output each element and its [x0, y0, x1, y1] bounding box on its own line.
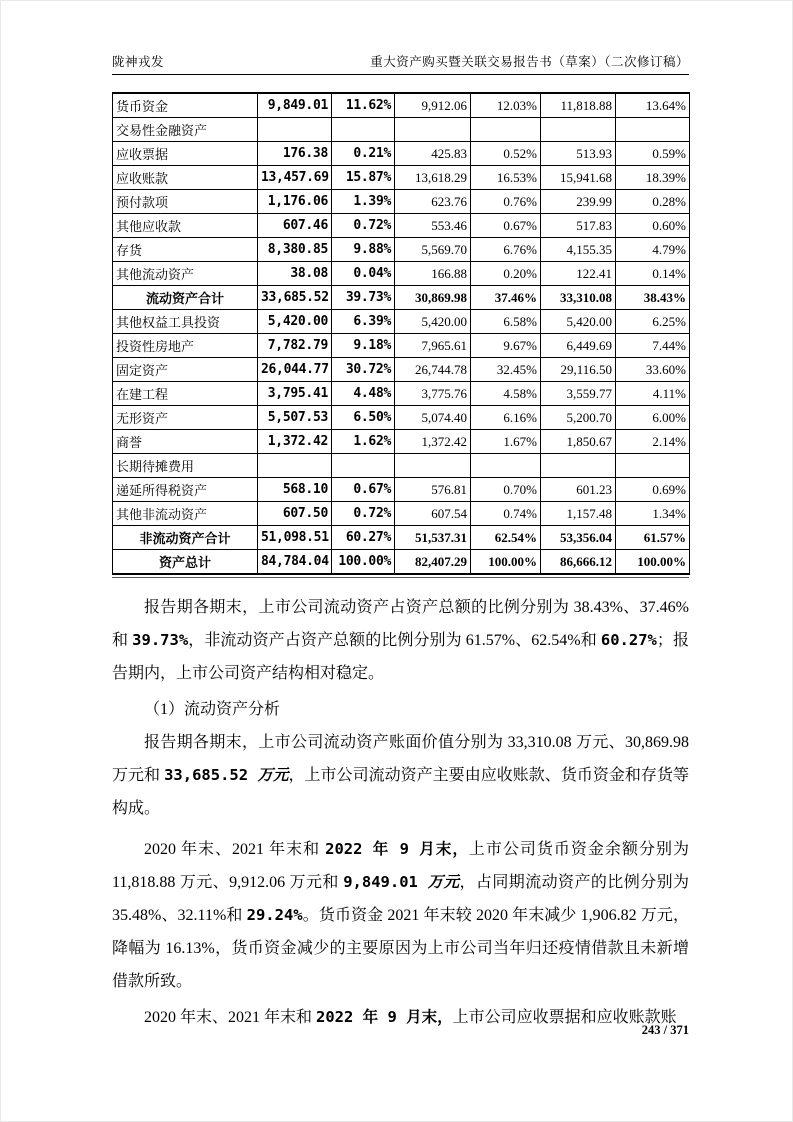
emphasis-text: 2022 年 9 月末，	[325, 840, 469, 858]
row-label: 长期待摊费用	[113, 454, 258, 478]
table-cell: 33.60%	[616, 358, 690, 382]
emphasis-text: 9,849.01	[343, 873, 428, 891]
table-cell: 517.83	[541, 214, 616, 238]
table-row	[113, 166, 690, 190]
table-row	[113, 478, 690, 502]
table-cell: 15.87%	[332, 166, 395, 190]
table-cell: 9,849.01	[258, 93, 332, 118]
table-cell: 553.46	[395, 214, 471, 238]
body-text: ，上市公司流动资产主要由应收账款、货币资金和存货等构成。	[112, 767, 689, 817]
table-row	[113, 526, 690, 550]
table-row	[113, 334, 690, 358]
row-label: 非流动资产合计	[113, 526, 258, 550]
body-text: 上市公司货币资金余额分别为 11,818.88 万元、9,912.06 万元和	[112, 841, 689, 891]
table-row	[113, 93, 690, 118]
table-cell	[395, 454, 471, 478]
table-cell: 38.08	[258, 262, 332, 286]
asset-structure-table	[112, 92, 690, 575]
table-row	[113, 310, 690, 334]
table-cell	[616, 454, 690, 478]
table-cell: 1.39%	[332, 190, 395, 214]
table-cell: 100.00%	[616, 550, 690, 575]
row-label: 交易性金融资产	[113, 118, 258, 142]
table-cell: 1.62%	[332, 430, 395, 454]
table-cell: 0.74%	[471, 502, 541, 526]
table-cell: 568.10	[258, 478, 332, 502]
table-cell	[471, 454, 541, 478]
table-cell: 607.50	[258, 502, 332, 526]
table-cell: 3,775.76	[395, 382, 471, 406]
table-cell: 6.58%	[471, 310, 541, 334]
table-row	[113, 190, 690, 214]
table-cell: 1,372.42	[395, 430, 471, 454]
table-cell: 100.00%	[332, 550, 395, 575]
table-cell: 1,157.48	[541, 502, 616, 526]
table-cell: 0.14%	[616, 262, 690, 286]
table-row	[113, 214, 690, 238]
table-cell: 12.03%	[471, 93, 541, 118]
table-cell: 9,912.06	[395, 93, 471, 118]
table-cell: 0.21%	[332, 142, 395, 166]
table-cell: 176.38	[258, 142, 332, 166]
row-label: 应收票据	[113, 142, 258, 166]
row-label: 资产总计	[113, 550, 258, 575]
row-label: 应收账款	[113, 166, 258, 190]
table-cell: 51,098.51	[258, 526, 332, 550]
paragraph-monetary-funds	[112, 833, 689, 998]
table-cell: 122.41	[541, 262, 616, 286]
row-label: 在建工程	[113, 382, 258, 406]
row-label: 其他非流动资产	[113, 502, 258, 526]
row-label: 其他应收款	[113, 214, 258, 238]
paragraph-current-assets-value	[112, 726, 689, 825]
table-cell: 11,818.88	[541, 93, 616, 118]
table-cell: 239.99	[541, 190, 616, 214]
table-cell: 5,420.00	[258, 310, 332, 334]
table-cell: 3,795.41	[258, 382, 332, 406]
row-label: 递延所得税资产	[113, 478, 258, 502]
section-heading-current-assets: （1）流动资产分析	[144, 701, 281, 718]
page-number: 243 / 371	[641, 1023, 689, 1037]
table-cell: 0.72%	[332, 214, 395, 238]
table-cell: 6.16%	[471, 406, 541, 430]
emphasis-text: 60.27%	[600, 631, 657, 649]
table-cell: 86,666.12	[541, 550, 616, 575]
table-cell: 11.62%	[332, 93, 395, 118]
table-cell: 7.44%	[616, 334, 690, 358]
table-cell: 1.34%	[616, 502, 690, 526]
table-cell	[395, 118, 471, 142]
table-cell: 0.52%	[471, 142, 541, 166]
body-text: ，非流动资产占资产总额的比例分别为 61.57%、62.54%和	[188, 632, 601, 649]
table-row	[113, 262, 690, 286]
table-row	[113, 286, 690, 310]
body-text: ；报告期内，上市公司资产结构相对稳定。	[112, 632, 689, 682]
body-text: 报告期各期末，上市公司流动资产占资产总额的比例分别为 38.43%、37.46%和	[112, 599, 689, 649]
table-cell: 13.64%	[616, 93, 690, 118]
row-label: 商誉	[113, 430, 258, 454]
table-cell: 5,569.70	[395, 238, 471, 262]
table-cell: 6.25%	[616, 310, 690, 334]
table-cell: 29,116.50	[541, 358, 616, 382]
table-cell: 9.67%	[471, 334, 541, 358]
row-label: 投资性房地产	[113, 334, 258, 358]
table-cell: 33,310.08	[541, 286, 616, 310]
header-company-name: 陇神戎发	[112, 55, 165, 69]
emphasis-text: 万元	[257, 766, 289, 784]
table-cell: 6.50%	[332, 406, 395, 430]
table-cell: 7,965.61	[395, 334, 471, 358]
table-cell: 4.58%	[471, 382, 541, 406]
table-cell: 60.27%	[332, 526, 395, 550]
row-label: 其他流动资产	[113, 262, 258, 286]
table-cell: 623.76	[395, 190, 471, 214]
table-cell: 53,356.04	[541, 526, 616, 550]
row-label: 流动资产合计	[113, 286, 258, 310]
table-cell: 0.04%	[332, 262, 395, 286]
table-cell: 0.69%	[616, 478, 690, 502]
table-cell: 0.60%	[616, 214, 690, 238]
table-cell: 5,420.00	[541, 310, 616, 334]
emphasis-text: 39.73%	[132, 631, 189, 649]
table-cell: 6.76%	[471, 238, 541, 262]
table-row	[113, 502, 690, 526]
table-cell: 1,176.06	[258, 190, 332, 214]
table-cell: 38.43%	[616, 286, 690, 310]
paragraph-asset-ratio	[112, 591, 689, 690]
table-cell	[332, 118, 395, 142]
table-cell: 607.46	[258, 214, 332, 238]
table-cell: 601.23	[541, 478, 616, 502]
table-cell: 5,074.40	[395, 406, 471, 430]
emphasis-text: 33,685.52	[164, 766, 258, 784]
table-cell: 39.73%	[332, 286, 395, 310]
row-label: 无形资产	[113, 406, 258, 430]
table-cell: 13,618.29	[395, 166, 471, 190]
row-label: 预付款项	[113, 190, 258, 214]
table-cell: 51,537.31	[395, 526, 471, 550]
table-cell: 2.14%	[616, 430, 690, 454]
table-cell: 16.53%	[471, 166, 541, 190]
table-cell: 1,850.67	[541, 430, 616, 454]
table-cell: 513.93	[541, 142, 616, 166]
table-cell: 4.79%	[616, 238, 690, 262]
table-cell	[541, 454, 616, 478]
table-cell: 576.81	[395, 478, 471, 502]
table-cell: 0.28%	[616, 190, 690, 214]
table-cell: 5,507.53	[258, 406, 332, 430]
table-cell: 0.59%	[616, 142, 690, 166]
table-cell: 0.67%	[332, 478, 395, 502]
table-cell: 4.48%	[332, 382, 395, 406]
table-cell: 32.45%	[471, 358, 541, 382]
table-cell: 425.83	[395, 142, 471, 166]
table-cell: 3,559.77	[541, 382, 616, 406]
table-cell: 37.46%	[471, 286, 541, 310]
asset-structure-table-wrap	[112, 92, 689, 578]
body-text: 报告期各期末，上市公司流动资产账面价值分别为 33,310.08 万元、30,869.98 万元和	[112, 734, 689, 784]
table-row	[113, 406, 690, 430]
table-cell	[471, 118, 541, 142]
table-cell: 6.00%	[616, 406, 690, 430]
body-text: 2020 年末、2021 年末和	[144, 1009, 317, 1026]
table-cell: 30.72%	[332, 358, 395, 382]
table-cell: 4,155.35	[541, 238, 616, 262]
table-cell: 6,449.69	[541, 334, 616, 358]
table-cell: 0.67%	[471, 214, 541, 238]
header-report-title: 重大资产购买暨关联交易报告书（草案）（二次修订稿）	[370, 55, 689, 69]
table-cell: 1,372.42	[258, 430, 332, 454]
table-cell: 82,407.29	[395, 550, 471, 575]
table-cell: 30,869.98	[395, 286, 471, 310]
body-text: 。货币资金 2021 年末较 2020 年末减少 1,906.82 万元，降幅为 16.13%，货币资金减少的主要原因为上市公司当年归还疫情借款且未新增借款所致。	[112, 907, 689, 990]
row-label: 货币资金	[113, 93, 258, 118]
row-label: 其他权益工具投资	[113, 310, 258, 334]
table-cell: 61.57%	[616, 526, 690, 550]
body-text: 2020 年末、2021 年末和	[144, 841, 326, 858]
table-cell: 9.18%	[332, 334, 395, 358]
table-row	[113, 142, 690, 166]
row-label: 存货	[113, 238, 258, 262]
table-cell	[258, 118, 332, 142]
table-cell: 26,744.78	[395, 358, 471, 382]
table-cell: 5,420.00	[395, 310, 471, 334]
page-header	[112, 52, 689, 75]
table-row	[113, 550, 690, 575]
table-cell: 62.54%	[471, 526, 541, 550]
table-cell: 15,941.68	[541, 166, 616, 190]
body-text: ，占同期流动资产的比例分别为 35.48%、32.11%和	[112, 874, 689, 924]
table-cell	[332, 454, 395, 478]
emphasis-text: 2022 年 9 月末，	[316, 1008, 453, 1026]
table-cell: 100.00%	[471, 550, 541, 575]
table-cell: 13,457.69	[258, 166, 332, 190]
table-row	[113, 358, 690, 382]
table-row	[113, 238, 690, 262]
page-content	[112, 92, 689, 1034]
table-cell: 607.54	[395, 502, 471, 526]
table-cell: 9.88%	[332, 238, 395, 262]
table-cell	[258, 454, 332, 478]
emphasis-text: 29.24%	[246, 906, 303, 924]
table-cell: 18.39%	[616, 166, 690, 190]
table-cell: 8,380.85	[258, 238, 332, 262]
table-cell: 166.88	[395, 262, 471, 286]
table-row	[113, 430, 690, 454]
table-cell: 26,044.77	[258, 358, 332, 382]
emphasis-text: 万元	[427, 873, 460, 891]
body-text: 上市公司应收票据和应收账款账	[452, 1009, 677, 1026]
table-cell	[541, 118, 616, 142]
table-cell: 7,782.79	[258, 334, 332, 358]
table-cell	[616, 118, 690, 142]
table-cell: 84,784.04	[258, 550, 332, 575]
table-row	[113, 118, 690, 142]
table-cell: 0.76%	[471, 190, 541, 214]
table-cell: 0.70%	[471, 478, 541, 502]
table-cell: 33,685.52	[258, 286, 332, 310]
table-row	[113, 454, 690, 478]
table-row	[113, 382, 690, 406]
table-cell: 1.67%	[471, 430, 541, 454]
table-cell: 4.11%	[616, 382, 690, 406]
table-cell: 6.39%	[332, 310, 395, 334]
table-cell: 5,200.70	[541, 406, 616, 430]
table-cell: 0.20%	[471, 262, 541, 286]
table-cell: 0.72%	[332, 502, 395, 526]
row-label: 固定资产	[113, 358, 258, 382]
